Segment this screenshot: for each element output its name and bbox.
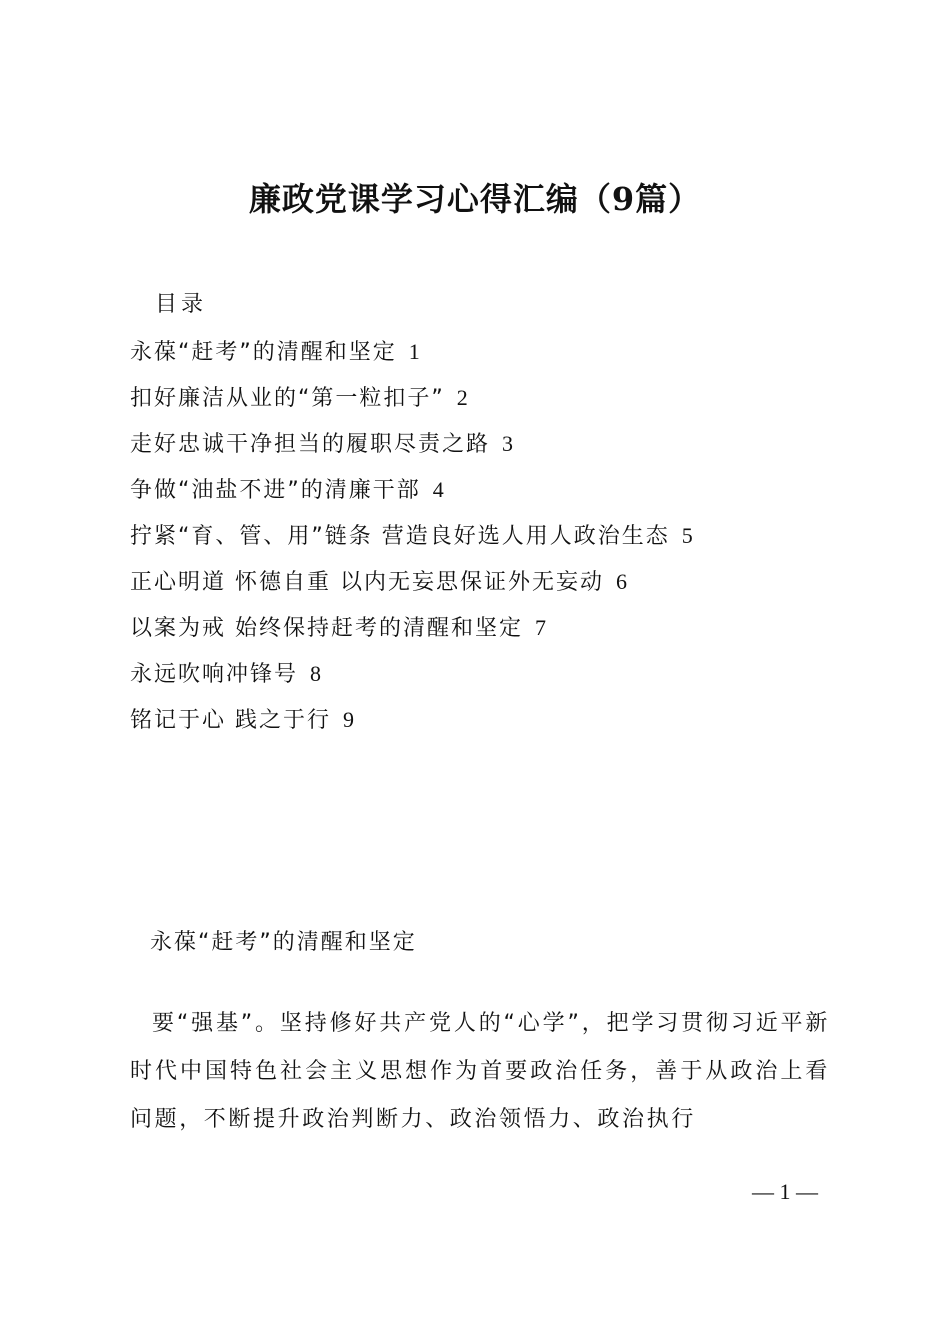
body-paragraph: 要“强基”。坚持修好共产党人的“心学”，把学习贯彻习近平新时代中国特色社会主义思想作为首要政治任务，善于从政治上看问题，不断提升政治判断力、政治领悟力、政治执行: [130, 1011, 830, 1132]
toc-item: [130, 382, 693, 428]
toc-item: [130, 520, 693, 566]
toc-item: [130, 428, 693, 474]
toc-item-page: 1: [408, 339, 420, 364]
toc-item: [130, 566, 693, 612]
toc-heading: 目录: [155, 292, 208, 317]
toc-item-title: 永葆“赶考”的清醒和坚定: [130, 340, 397, 365]
toc-item-page: 3: [502, 431, 514, 456]
toc-item-page: 4: [432, 477, 444, 502]
toc-item-title: 拧紧“育、管、用”链条 营造良好选人用人政治生态: [130, 524, 670, 549]
toc-item: [130, 474, 693, 520]
toc-item-page: 9: [343, 707, 354, 732]
toc-item-page: 6: [616, 569, 627, 594]
toc-item: [130, 612, 693, 658]
toc-item: [130, 336, 693, 382]
toc-item-page: 2: [456, 385, 468, 410]
section-title: 永葆“赶考”的清醒和坚定: [150, 930, 417, 955]
document-title: 廉政党课学习心得汇编（9篇）: [248, 180, 702, 218]
toc-item-title: 争做“油盐不进”的清廉干部: [130, 478, 421, 503]
toc-item-page: 8: [310, 661, 322, 686]
table-of-contents: [130, 336, 693, 750]
toc-item-title: 走好忠诚干净担当的履职尽责之路: [130, 432, 491, 457]
toc-item: [130, 658, 693, 704]
toc-item-title: 永远吹响冲锋号: [130, 662, 299, 687]
toc-item-title: 铭记于心 践之于行: [130, 708, 331, 733]
toc-item-page: 5: [681, 523, 693, 548]
page-number: — 1 —: [752, 1179, 818, 1204]
toc-item: [130, 704, 693, 750]
toc-item-title: 扣好廉洁从业的“第一粒扣子”: [130, 386, 445, 411]
toc-item-title: 以案为戒 始终保持赶考的清醒和坚定: [130, 616, 523, 641]
toc-item-page: 7: [535, 615, 546, 640]
toc-item-title: 正心明道 怀德自重 以内无妄思保证外无妄动: [130, 570, 604, 595]
